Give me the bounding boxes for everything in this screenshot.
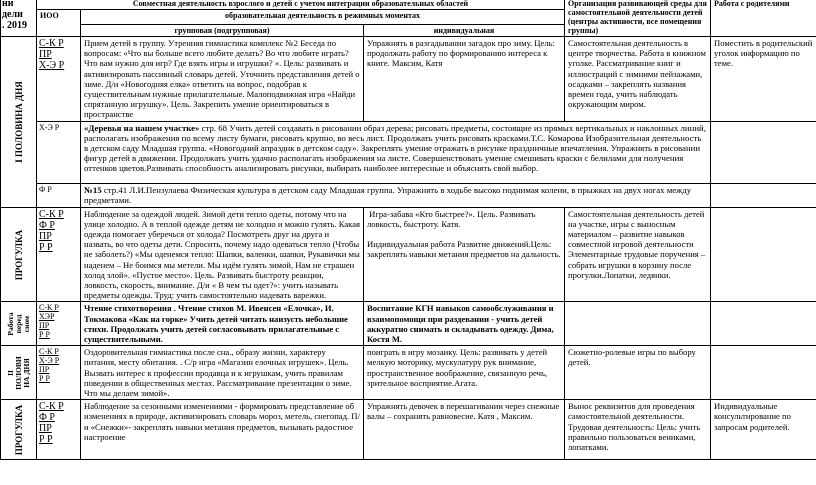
section-second-half: II ПОЛОВИ НА ДНЯ — [1, 346, 37, 400]
walk-2-environment: Вынос реквизитов для проведения самостоятельной деятельности. Трудовая деятельность: Цель: учить правильно пользоваться вениками, лопатками. — [565, 400, 711, 460]
walk-2-individual-activity: Упражнять девочек в перешагивании через снежные валы – сохранять равновесие. Катя , Максим. — [364, 400, 565, 460]
codes-walk-2: С-К Р Ф Р ПР Р Р — [37, 400, 81, 460]
parents-header: Работа с родителями — [711, 0, 816, 37]
second-half-parents — [711, 346, 816, 400]
section-first-half: I ПОЛОВИНА ДНЯ — [1, 37, 37, 208]
ioo-header: ИОО — [37, 10, 81, 37]
codes-walk-1: С-К Р Ф Р ПР Р Р — [37, 207, 81, 302]
second-half-group-activity: Оздоровительная гимнастика после сна., образу жизни, характеру питания, месту обитания. . С/р игра «Магазин елочных игрушек». Цель. Вызвать интерес к профессии продавца и к игрушкам, учить правилам поведении в общественных местах. Рассматривание презентации о зиме. Что мы делаем зимой». — [81, 346, 364, 400]
walk-1-group-activity: Наблюдение за одеждой людей. Зимой дети тепло одеты, потому что на улице холодно. А в теплой одежде детям не холодно и можно гулять. Какая одежда помогает уберечься от холода? Посмотреть друг на друга и назвать, во что одеты дети. Спросить, почему надо одеваться тепло (Чтобы не заболеть?) «Мы оденемся тепло: Шапки, валенки, шапки, Рукавички мы наденем – Не боимся мы метели. Мы идём гулять зимой, Нам не страшен холод злой». «Пустое место». Цель. Развивать быстроту реакции, ловкость, скорость, внимание. Д/и « В чем ты одет?»: учить называть предметы одежды. Труд: учить самостоятельно надевать варежки. — [81, 207, 364, 302]
drawing-activity-text: стр. 68 Учить детей создавать в рисовании образ дерева; рисовать предметы, состоящие из прямых вертикальных и наклонных линий, располагать изображения по всему листу бумаги, рисовать крупно, во весь лист. Продолжать учить рисовать красками.Т.С. Комарова Изобразительная деятельность в детском саду Младшая группа. «Новогодний апразднк в детском саду». Закреплять умение отражать в рисунке праздничные впечатления. Упражнять в рисовании фигур детей в движении. Продолжать учить удачно располагать изображения на листе. Совершенствовать умение смешивать краски с белилами для получения оттенков цветов.Развивать способность анализировать рисунки, выбирать наиболее интересные и объяснять свой выбор. — [84, 122, 706, 174]
header-date-cell: ни дели . 2019 — [1, 0, 37, 37]
before-sleep-group-activity: Чтение стихотворения . Чтение стихов М. Ивенсен «Елочка», И. Токмакова «Как на горке» Учить детей читать наизусть небольшие стихи. Продолжать учить детей согласовывать прилагательные с существительными. — [81, 302, 364, 346]
walk-2-group-activity: Наблюдение за сезонными изменениями - формировать представление об изменениях в природе, активизировать словарь мороз, метель, снегопад. П/и «Снежки»- закреплять навыки метания предметов, вызывать радостное настроение — [81, 400, 364, 460]
first-half-individual-activity: Упражнять в разгадывании загадок про зиму. Цель: продолжать работу по формированию интереса к книге. Максим, Катя — [364, 37, 565, 122]
environment-header: Организация развивающей среды для самостоятельной деятельности детей (центры активности, все помещения группы) — [565, 0, 711, 37]
codes-drawing: Х-Э Р — [37, 121, 81, 183]
drawing-activity — [81, 121, 711, 183]
first-half-group-activity: Прием детей в группу. Утренняя гимнастика комплекс №2 Беседа по вопросам: «Что вы больше всего любите делать? Во что любите играть? Что вам нужно для игр? Где взять игры и игрушки? ». Цель: развивать и активизировать пассивный словарь детей. Уточнить представления детей о зиме. Д/и «Новогодняя елка» ответить на вопрос, подобрав к существительным нужные прилагательные. Малоподвижная игра «Найди спрятанную игрушку». Цель. Закрепить умение ориентироваться в пространстве — [81, 37, 364, 122]
physical-activity — [81, 183, 711, 207]
joint-activity-header: Совместная деятельность взрослого и детей с учетом интеграции образовательных областей — [37, 0, 565, 10]
first-half-parents: Поместить в родительский уголок информацию по теме. — [711, 37, 816, 122]
codes-physical: Ф Р — [37, 183, 81, 207]
first-half-environment: Самостоятельная деятельность в центре творчества. Работа в книжном уголке. Рассматривание книг и иллюстраций с зимними пейзажами, осадками – закреплять названия времен года, учить наблюдать окружающим миром. — [565, 37, 711, 122]
second-half-individual-activity: поиграть в игру мозаику. Цель: развивать у детей мелкую моторику, мускулатуру рук внимание, пространственное воображение, связанную речь, зрительное восприятие.Агата. — [364, 346, 565, 400]
section-walk-2: ПРОГУЛКА — [1, 400, 37, 460]
physical-activity-text: стр.41 Л.И.Пензулаева Физическая культура в детском саду Младшая группа. Упражнять в ходьбе высоко поднимая колени, в прыжках на двух ногах между предметами. — [84, 184, 692, 205]
codes-first-half: С-К Р ПР Х-Э Р — [37, 37, 81, 122]
physical-activity-parents — [711, 183, 816, 207]
walk-1-individual-activity: Игра-забава «Кто быстрее?». Цель. Развивать ловкость, быстроту. Катя. Индивидуальная работа Развитие движений.Цель: закреплять навыки метания предметов на дальность. — [364, 207, 565, 302]
individual-header: индивидуальная — [364, 25, 565, 37]
drawing-activity-title: «Деревья на нашем участке» — [84, 122, 200, 133]
before-sleep-individual-activity: Воспитание КГН навыков самообслуживания и взаимопомощи при раздевании - учить детей аккуратно снимать и складывать одежду. Дима, Костя М. — [364, 302, 565, 346]
before-sleep-environment — [565, 302, 711, 346]
regime-moments-header: образовательная деятельность в режимных моментах — [81, 10, 565, 25]
drawing-activity-parents — [711, 121, 816, 183]
codes-before-sleep: С-К Р ХЭР ПР Р Р — [37, 302, 81, 346]
second-half-environment: Сюжетно-ролевые игры по выбору детей. — [565, 346, 711, 400]
codes-second-half: С-К Р Х-Э Р ПР Р Р — [37, 346, 81, 400]
group-header: групповая (подгрупповая) — [81, 25, 364, 37]
physical-activity-title: №15 — [84, 184, 102, 195]
walk-1-parents — [711, 207, 816, 302]
before-sleep-parents — [711, 302, 816, 346]
walk-2-parents: Индивидуальные консультирование по запросам родителей. — [711, 400, 816, 460]
section-before-sleep: Работа перед сном — [1, 302, 37, 346]
walk-1-environment: Самостоятельная деятельность детей на участке, игры с выносным материалом – развитие навыков совместной игровой деятельности Элементарные трудовые поручения – собрать игрушки в корзину после прогулки.Лопатки, ледянки. — [565, 207, 711, 302]
section-walk-1: ПРОГУЛКА — [1, 207, 37, 302]
